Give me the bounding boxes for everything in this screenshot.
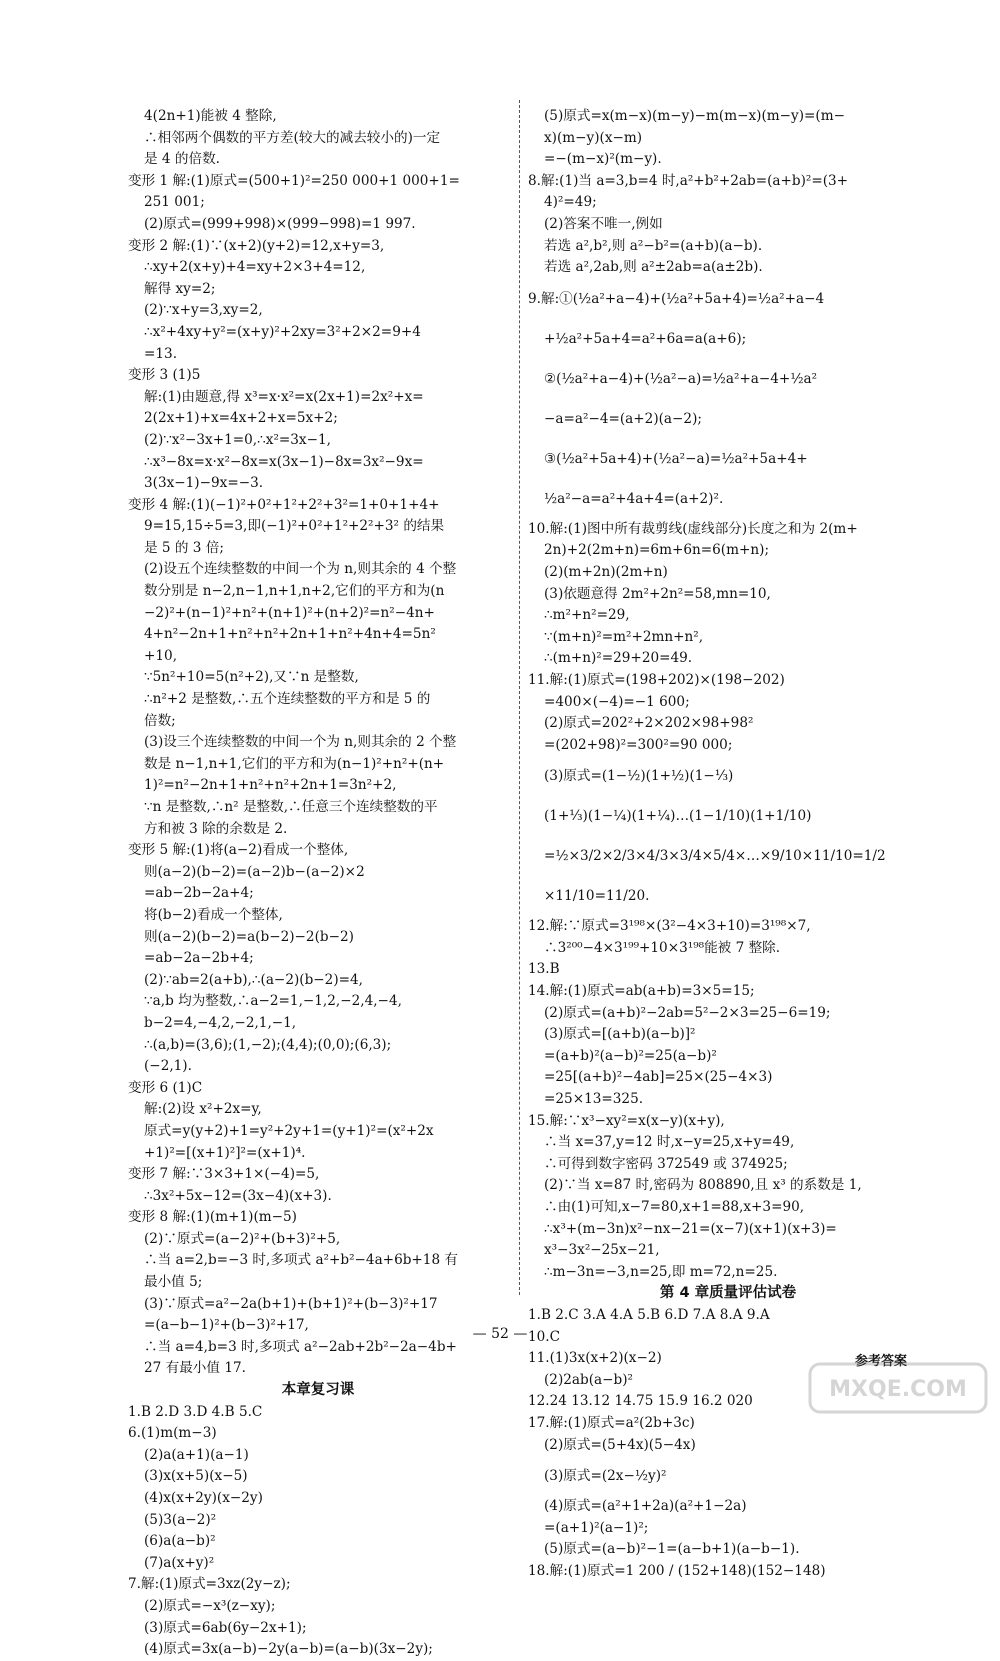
text-line: (4)原式=3x(a−b)−2y(a−b)=(a−b)(3x−2y); bbox=[144, 1641, 433, 1658]
text-line: (2)∵原式=(a−2)²+(b+3)²+5, bbox=[144, 1230, 341, 1247]
text-line: ∴n²+2 是整数,∴五个连续整数的平方和是 5 的 bbox=[144, 691, 431, 708]
text-line: (5)3(a−2)² bbox=[144, 1511, 217, 1528]
text-line: 4+n²−2n+1+n²+n²+2n+1+n²+4n+4=5n² bbox=[144, 626, 436, 643]
text-line: 11.(1)3x(x+2)(x−2) bbox=[528, 1350, 662, 1367]
text-line: ∴可得到数字密码 372549 或 374925; bbox=[544, 1155, 788, 1172]
text-line: ∴m−3n=−3,n=25,即 m=72,n=25. bbox=[544, 1263, 778, 1280]
text-line: x)(m−y)(x−m) bbox=[544, 129, 643, 146]
section-label: 参考答案 bbox=[855, 1354, 908, 1369]
text-line: ∴x²+4xy+y²=(x+y)²+2xy=3²+2×2=9+4 bbox=[144, 323, 421, 340]
text-line: 数是 n−1,n+1,它们的平方和为(n−1)²+n²+(n+ bbox=[144, 755, 445, 772]
text-line: −a=a²−4=(a+2)(a−2); bbox=[544, 410, 702, 427]
text-line: 13.B bbox=[528, 961, 560, 978]
text-line: +1)²=[(x+1)²]²=(x+1)⁴. bbox=[144, 1144, 306, 1161]
text-line: 12.解:∵原式=3¹⁹⁸×(3²−4×3+10)=3¹⁹⁸×7, bbox=[528, 918, 811, 935]
text-line: =(202+98)²=300²=90 000; bbox=[544, 736, 733, 753]
text-line: (3)原式=[(a+b)(a−b)]² bbox=[544, 1026, 696, 1043]
text-line: (6)a(a−b)² bbox=[144, 1533, 216, 1550]
text-line: =25[(a+b)²−4ab]=25×(25−4×3) bbox=[544, 1069, 773, 1086]
text-line: =½×3/2×2/3×4/3×3/4×5/4×…×9/10×11/10=1/2 bbox=[544, 848, 886, 865]
text-line: (3)∵原式=a²−2a(b+1)+(b+1)²+(b−3)²+17 bbox=[144, 1295, 438, 1312]
text-line: 1.B 2.C 3.A 4.A 5.B 6.D 7.A 8.A 9.A bbox=[528, 1306, 770, 1323]
text-line: (2)∵ab=2(a+b),∴(a−2)(b−2)=4, bbox=[144, 971, 363, 988]
text-line: 10.C bbox=[528, 1328, 561, 1345]
text-line: 11.解:(1)原式=(198+202)×(198−202) bbox=[528, 671, 785, 688]
text-line: (3)x(x+5)(x−5) bbox=[144, 1468, 248, 1485]
text-line: 变形 7 解:∵3×3+1×(−4)=5, bbox=[128, 1166, 320, 1183]
text-line: 方和被 3 除的余数是 2. bbox=[144, 820, 288, 837]
text-line: 解:(1)由题意,得 x³=x·x²=x(2x+1)=2x²+x= bbox=[144, 388, 424, 405]
text-line: =(a+1)²(a−1)²; bbox=[544, 1519, 649, 1536]
text-line: (2)∵x²−3x+1=0,∴x²=3x−1, bbox=[144, 431, 331, 448]
section-heading: 第 4 章质量评估试卷 bbox=[659, 1285, 797, 1302]
text-line: +½a²+5a+4=a²+6a=a(a+6); bbox=[544, 330, 747, 347]
text-line: 8.解:(1)当 a=3,b=4 时,a²+b²+2ab=(a+b)²=(3+ bbox=[528, 172, 849, 189]
text-line: ∴当 a=2,b=−3 时,多项式 a²+b²−4a+6b+18 有 bbox=[144, 1252, 459, 1269]
text-line: (2)∵x+y=3,xy=2, bbox=[144, 302, 263, 319]
text-line: 将(b−2)看成一个整体, bbox=[144, 906, 283, 923]
text-line: 是 5 的 3 倍; bbox=[144, 539, 224, 556]
text-line: ∴相邻两个偶数的平方差(较大的减去较小的)一定 bbox=[144, 129, 441, 146]
text-line: −2)²+(n−1)²+n²+(n+1)²+(n+2)²=n²−4n+ bbox=[144, 604, 435, 621]
text-line: 变形 2 解:(1)∵(x+2)(y+2)=12,x+y=3, bbox=[128, 237, 385, 254]
text-line: ∵n 是整数,∴n² 是整数,∴任意三个连续整数的平 bbox=[144, 799, 438, 815]
text-line: 12.24 13.12 14.75 15.9 16.2 020 bbox=[528, 1393, 753, 1410]
text-line: 1)²=n²−2n+1+n²+n²+2n+1=3n²+2, bbox=[144, 777, 397, 794]
text-line: =25×13=325. bbox=[544, 1091, 644, 1108]
text-line: ∴x³+(m−3n)x²−nx−21=(x−7)(x+1)(x+3)= bbox=[544, 1220, 837, 1237]
text-line: 解:(2)设 x²+2x=y, bbox=[144, 1101, 262, 1118]
text-line: 则(a−2)(b−2)=a(b−2)−2(b−2) bbox=[144, 928, 354, 945]
page-number: — 52 — bbox=[472, 1326, 528, 1342]
text-line: 9=15,15÷5=3,即(−1)²+0²+1²+2²+3² 的结果 bbox=[144, 518, 445, 535]
text-line: 则(a−2)(b−2)=(a−2)b−(a−2)×2 bbox=[144, 863, 365, 880]
text-line: 6.(1)m(m−3) bbox=[128, 1425, 217, 1442]
column-divider bbox=[519, 100, 521, 1295]
text-line: 1.B 2.D 3.D 4.B 5.C bbox=[128, 1403, 263, 1420]
text-line: ②(½a²+a−4)+(½a²−a)=½a²+a−4+½a² bbox=[544, 370, 818, 387]
text-line: 251 001; bbox=[144, 194, 205, 211]
text-line: 27 有最小值 17. bbox=[144, 1360, 246, 1377]
text-line: 9.解:①(½a²+a−4)+(½a²+5a+4)=½a²+a−4 bbox=[528, 290, 825, 307]
text-line: ∴3x²+5x−12=(3x−4)(x+3). bbox=[144, 1187, 332, 1204]
text-line: 2(2x+1)+x=4x+2+x=5x+2; bbox=[144, 410, 338, 427]
text-line: x³−3x²−25x−21, bbox=[544, 1242, 660, 1259]
text-line: 变形 6 (1)C bbox=[128, 1079, 203, 1096]
text-line: ∴由(1)可知,x−7=80,x+1=88,x+3=90, bbox=[544, 1199, 805, 1215]
text-line: 14.解:(1)原式=ab(a+b)=3×5=15; bbox=[528, 983, 755, 1000]
text-line: (1+⅓)(1−¼)(1+¼)…(1−1/10)(1+1/10) bbox=[544, 808, 812, 825]
text-line: 4)²=49; bbox=[544, 194, 597, 211]
text-line: (3)设三个连续整数的中间一个为 n,则其余的 2 个整 bbox=[144, 734, 457, 751]
text-line: 最小值 5; bbox=[144, 1274, 203, 1291]
text-line: (2)原式=202²+2×202×98+98² bbox=[544, 715, 754, 732]
text-line: ∴m²+n²=29, bbox=[544, 607, 630, 624]
text-line: ∵(m+n)²=m²+2mn+n², bbox=[544, 628, 704, 645]
text-line: =ab−2a−2b+4; bbox=[144, 950, 254, 967]
left-column bbox=[128, 106, 508, 1661]
text-line: ∴当 a=4,b=3 时,多项式 a²−2ab+2b²−2a−4b+ bbox=[144, 1338, 457, 1355]
text-line: 3(3x−1)−9x=−3. bbox=[144, 475, 264, 492]
svg-text:MXQE.COM: MXQE.COM bbox=[829, 1377, 967, 1402]
text-line: 7.解:(1)原式=3xz(2y−z); bbox=[128, 1576, 291, 1593]
text-line: (4)原式=(a²+1+2a)(a²+1−2a) bbox=[544, 1498, 747, 1515]
text-line: 10.解:(1)图中所有裁剪线(虚线部分)长度之和为 2(m+ bbox=[528, 520, 858, 537]
text-line: (2)原式=(999+998)×(999−998)=1 997. bbox=[144, 215, 416, 232]
text-line: ×11/10=11/20. bbox=[544, 888, 650, 905]
text-line: 若选 a²,2ab,则 a²±2ab=a(a±2b). bbox=[544, 259, 763, 276]
text-line: b−2=4,−4,2,−2,1,−1, bbox=[144, 1014, 297, 1031]
text-line: (2)答案不唯一,例如 bbox=[544, 215, 663, 232]
text-line: 原式=y(y+2)+1=y²+2y+1=(y+1)²=(x²+2x bbox=[144, 1122, 434, 1139]
text-line: 是 4 的倍数. bbox=[144, 151, 220, 168]
text-line: ∴(m+n)²=29+20=49. bbox=[544, 650, 693, 667]
text-line: =ab−2b−2a+4; bbox=[144, 885, 254, 902]
text-line: ½a²−a=a²+4a+4=(a+2)². bbox=[544, 490, 724, 507]
text-line: ∴xy+2(x+y)+4=xy+2×3+4=12, bbox=[144, 259, 366, 276]
text-line: =(a−b−1)²+(b−3)²+17, bbox=[144, 1317, 309, 1334]
text-line: ∵a,b 均为整数,∴a−2=1,−1,2,−2,4,−4, bbox=[144, 993, 402, 1010]
text-line: (2)原式=−x³(z−xy); bbox=[144, 1597, 276, 1614]
text-line: (7)a(x+y)² bbox=[144, 1554, 215, 1571]
text-line: 15.解:∵x³−xy²=x(x−y)(x+y), bbox=[528, 1112, 725, 1129]
text-line: (4)x(x+2y)(x−2y) bbox=[144, 1490, 263, 1506]
text-line: (3)原式=(2x−½y)² bbox=[544, 1468, 667, 1485]
text-line: (3)原式=6ab(6y−2x+1); bbox=[144, 1619, 307, 1636]
text-line: 变形 1 解:(1)原式=(500+1)²=250 000+1 000+1= bbox=[128, 172, 460, 189]
text-line: (2)∵当 x=87 时,密码为 808890,且 x³ 的系数是 1, bbox=[544, 1177, 862, 1194]
text-line: (2)原式=(a+b)²−2ab=5²−2×3=25−6=19; bbox=[544, 1004, 831, 1021]
section-heading: 本章复习课 bbox=[281, 1382, 355, 1399]
text-line: 解得 xy=2; bbox=[144, 280, 216, 297]
text-line: ∴当 x=37,y=12 时,x−y=25,x+y=49, bbox=[544, 1134, 795, 1151]
text-line: +10, bbox=[144, 647, 178, 664]
text-line: (5)原式=(a−b)²−1=(a−b+1)(a−b−1). bbox=[544, 1541, 800, 1558]
text-line: ∴3²⁰⁰−4×3¹⁹⁹+10×3¹⁹⁸能被 7 整除. bbox=[544, 939, 781, 956]
text-line: (3)原式=(1−½)(1+½)(1−⅓) bbox=[544, 768, 734, 785]
text-line: 2n)+2(2m+n)=6m+6n=6(m+n); bbox=[544, 542, 770, 559]
text-line: 变形 8 解:(1)(m+1)(m−5) bbox=[128, 1209, 297, 1226]
text-line: 变形 5 解:(1)将(a−2)看成一个整体, bbox=[128, 842, 349, 859]
text-line: (5)原式=x(m−x)(m−y)−m(m−x)(m−y)=(m− bbox=[544, 108, 845, 124]
text-line: (2)原式=(5+4x)(5−4x) bbox=[544, 1436, 696, 1453]
text-line: (2)a(a+1)(a−1) bbox=[144, 1446, 249, 1463]
watermark-logo bbox=[808, 1360, 988, 1416]
text-line: 18.解:(1)原式=1 200 / (152+148)(152−148) bbox=[528, 1562, 826, 1579]
text-line: =−(m−x)²(m−y). bbox=[544, 151, 662, 168]
text-line: (2)(m+2n)(2m+n) bbox=[544, 563, 668, 580]
text-line: =13. bbox=[144, 345, 178, 362]
text-line: 若选 a²,b²,则 a²−b²=(a+b)(a−b). bbox=[544, 237, 763, 254]
text-line: ∵5n²+10=5(n²+2),又∵n 是整数, bbox=[144, 669, 359, 686]
text-line: ③(½a²+5a+4)+(½a²−a)=½a²+5a+4+ bbox=[544, 450, 808, 467]
text-line: 数分别是 n−2,n−1,n+1,n+2,它们的平方和为(n bbox=[144, 583, 445, 600]
text-line: =(a+b)²(a−b)²=25(a−b)² bbox=[544, 1047, 717, 1064]
text-line: 变形 4 解:(1)(−1)²+0²+1²+2²+3²=1+0+1+4+ bbox=[128, 496, 440, 513]
text-line: =400×(−4)=−1 600; bbox=[544, 693, 690, 710]
text-line: (−2,1). bbox=[144, 1058, 192, 1075]
text-line: 变形 3 (1)5 bbox=[128, 367, 201, 384]
text-line: 倍数; bbox=[144, 712, 176, 729]
text-line: (2)设五个连续整数的中间一个为 n,则其余的 4 个整 bbox=[144, 561, 457, 578]
text-line: ∴(a,b)=(3,6);(1,−2);(4,4);(0,0);(6,3); bbox=[144, 1036, 392, 1053]
text-line: (2)2ab(a−b)² bbox=[544, 1371, 633, 1388]
text-line: (3)依题意得 2m²+2n²=58,mn=10, bbox=[544, 585, 771, 602]
text-line: 4(2n+1)能被 4 整除, bbox=[144, 108, 277, 124]
text-line: ∴x³−8x=x·x²−8x=x(3x−1)−8x=3x²−9x= bbox=[144, 453, 424, 470]
text-line: 17.解:(1)原式=a²(2b+3c) bbox=[528, 1414, 695, 1431]
